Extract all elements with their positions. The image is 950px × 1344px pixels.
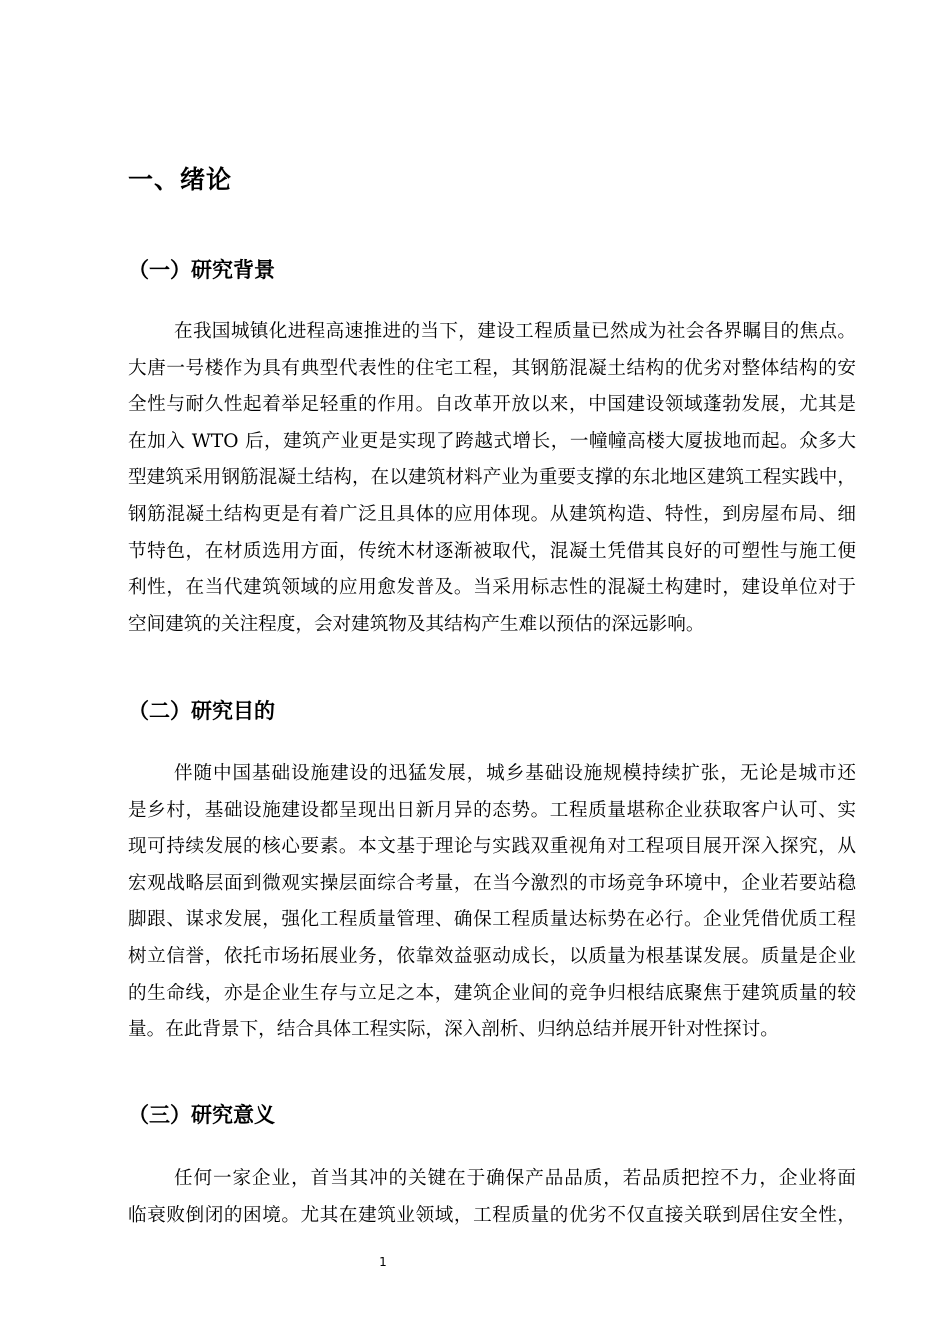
text-line: 任何一家企业，首当其冲的关键在于确保产品品质，若品质把控不力，企业将面 — [174, 1168, 856, 1189]
chapter-title: 一、绪论 — [128, 165, 233, 194]
text-line: 型建筑采用钢筋混凝土结构，在以建筑材料产业为重要支撑的东北地区建筑工程实践中， — [128, 467, 856, 489]
text-line: 是乡村，基础设施建设都呈现出日新月异的态势。工程质量堪称企业获取客户认可、实 — [128, 799, 856, 821]
section-heading-significance: （三）研究意义 — [128, 1103, 275, 1127]
text-line: 的生命线，亦是企业生存与立足之本，建筑企业间的竞争归根结底聚焦于建筑质量的较 — [128, 982, 856, 1004]
text-line: 伴随中国基础设施建设的迅猛发展，城乡基础设施规模持续扩张，无论是城市还 — [174, 763, 856, 784]
text-line: 节特色，在材质选用方面，传统木材逐渐被取代，混凝土凭借其良好的可塑性与施工便 — [128, 540, 856, 562]
section-heading-purpose: （二）研究目的 — [128, 699, 275, 723]
text-line: 临衰败倒闭的困境。尤其在建筑业领域，工程质量的优劣不仅直接关联到居住安全性， — [128, 1204, 856, 1226]
paragraph-purpose — [128, 756, 856, 1049]
text-line: 全性与耐久性起着举足轻重的作用。自改革开放以来，中国建设领域蓬勃发展，尤其是 — [128, 394, 856, 416]
paragraph-significance — [128, 1161, 856, 1234]
text-line: 现可持续发展的核心要素。本文基于理论与实践双重视角对工程项目展开深入探究，从 — [128, 836, 856, 858]
text-line: 大唐一号楼作为具有典型代表性的住宅工程，其钢筋混凝土结构的优劣对整体结构的安 — [128, 357, 856, 379]
text-line: 空间建筑的关注程度，会对建筑物及其结构产生难以预估的深远影响。 — [128, 613, 705, 635]
text-line: 脚跟、谋求发展，强化工程质量管理、确保工程质量达标势在必行。企业凭借优质工程 — [128, 909, 856, 931]
section-heading-background: （一）研究背景 — [128, 258, 275, 282]
text-line: 量。在此背景下，结合具体工程实际，深入剖析、归纳总结并展开针对性探讨。 — [128, 1019, 779, 1041]
text-line: 树立信誉，依托市场拓展业务，依靠效益驱动成长，以质量为根基谋发展。质量是企业 — [128, 945, 856, 967]
text-line: 利性，在当代建筑领域的应用愈发普及。当采用标志性的混凝土构建时，建设单位对于 — [128, 577, 856, 599]
paragraph-background — [128, 314, 856, 643]
text-line: 钢筋混凝土结构更是有着广泛且具体的应用体现。从建筑构造、特性，到房屋布局、细 — [128, 503, 856, 525]
text-line: 在我国城镇化进程高速推进的当下，建设工程质量已然成为社会各界瞩目的焦点。 — [174, 321, 856, 342]
text-line: 在加入 WTO 后，建筑产业更是实现了跨越式增长，一幢幢高楼大厦拔地而起。众多大 — [128, 430, 856, 452]
page-number: 1 — [379, 1255, 387, 1269]
text-line: 宏观战略层面到微观实操层面综合考量，在当今激烈的市场竞争环境中，企业若要站稳 — [128, 872, 856, 894]
